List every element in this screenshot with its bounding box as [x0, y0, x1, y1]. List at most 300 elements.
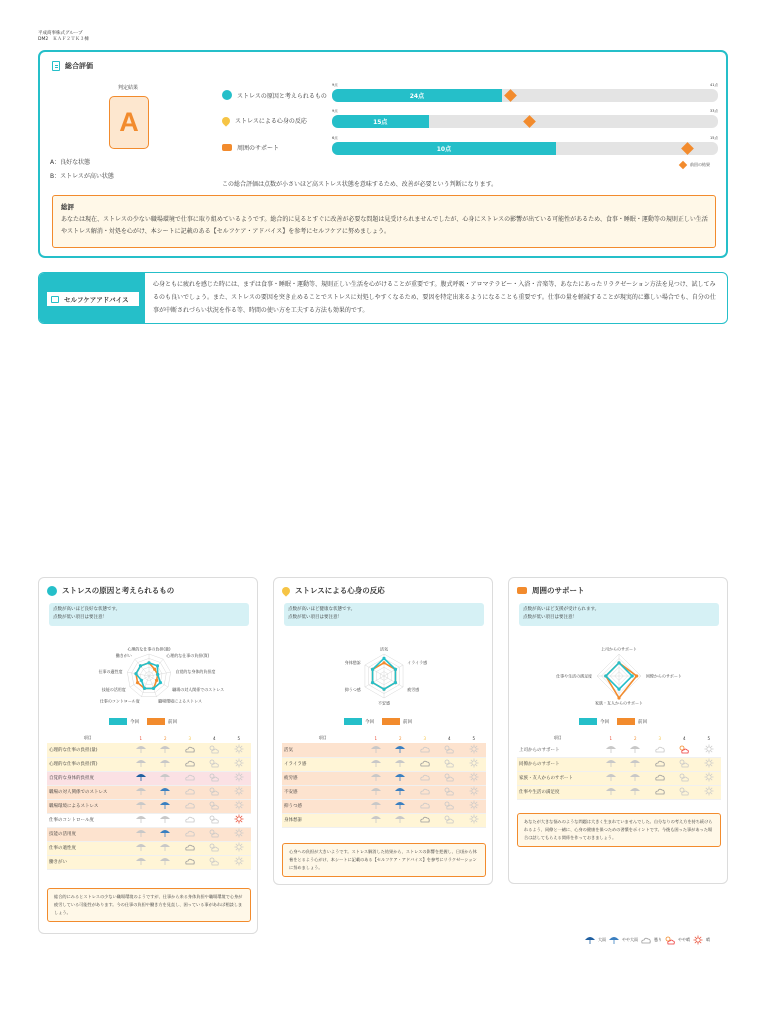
- weather-legend-label: 大雨: [598, 937, 606, 942]
- row-label: イライラ感: [282, 757, 364, 771]
- cloud-icon: [640, 935, 652, 945]
- cloud-icon: [654, 744, 666, 754]
- heavy-rain-icon: [135, 800, 147, 810]
- heavy-rain-icon: [605, 786, 617, 796]
- weather-cell: [599, 757, 623, 771]
- radar-chart: [274, 628, 494, 716]
- weather-cell: [413, 785, 437, 799]
- score-table: [517, 733, 721, 800]
- weather-cell: [696, 757, 721, 771]
- department-code: DM2 ＫＡＦ２ＴＫ３棟: [38, 37, 89, 42]
- weather-cell: [413, 743, 437, 757]
- weather-legend-label: やや晴: [678, 937, 690, 942]
- column-header-level: 5: [707, 735, 710, 741]
- weather-cell: [364, 799, 388, 813]
- weather-legend: [584, 935, 712, 945]
- heavy-rain-icon: [135, 744, 147, 754]
- score-label-text: ストレスの原因と考えられるもの: [237, 92, 327, 100]
- cloud-icon: [654, 786, 666, 796]
- table-row: [282, 799, 486, 813]
- sun-icon: [703, 772, 715, 782]
- score-label-text: 周囲のサポート: [237, 145, 280, 152]
- column-header-level: 4: [682, 735, 686, 741]
- heart-icon: [280, 585, 291, 596]
- weather-cell: [202, 771, 226, 785]
- weather-cell: [413, 757, 437, 771]
- report-header: [38, 31, 89, 43]
- weather-cell: [178, 855, 202, 869]
- previous-legend-label: 前回: [638, 719, 647, 725]
- sun-icon: [468, 814, 480, 824]
- weather-cell: [388, 771, 412, 785]
- table-header-row: [47, 733, 251, 743]
- radar-series-current-point: [156, 673, 159, 676]
- previous-swatch: [617, 718, 635, 725]
- weather-cell: [696, 743, 721, 757]
- card-title-row: [282, 585, 385, 596]
- weather-cell: [364, 785, 388, 799]
- partly-sunny-icon: [443, 814, 455, 824]
- radar-axis: [365, 676, 384, 687]
- table-row: [282, 757, 486, 771]
- row-label: 職場環境によるストレス: [47, 799, 129, 813]
- previous-legend-label: 前回の結果: [690, 162, 710, 167]
- heavy-rain-icon: [370, 786, 382, 796]
- weather-cell: [226, 743, 251, 757]
- weather-cell: [178, 743, 202, 757]
- radar-series-current-point: [617, 661, 620, 664]
- row-label: 自覚的な身体的負担度: [47, 771, 129, 785]
- partly-sunny-icon: [664, 935, 676, 945]
- judge-label: 判定結果: [117, 85, 138, 91]
- weather-cell: [696, 771, 721, 785]
- partly-sunny-icon: [208, 744, 220, 754]
- weather-cell: [129, 785, 153, 799]
- radar-chart: [39, 628, 259, 716]
- weather-cell: [202, 855, 226, 869]
- radar-wrapper: [39, 628, 259, 720]
- card-note-line: 点数が低い項目は要注意！: [53, 615, 107, 620]
- table-row: [517, 785, 721, 799]
- weather-cell: [461, 785, 486, 799]
- weather-cell: [623, 785, 647, 799]
- rain-icon: [159, 800, 171, 810]
- score-table: [47, 733, 251, 870]
- weather-cell: [178, 785, 202, 799]
- weather-cell: [129, 757, 153, 771]
- row-label: 心理的な仕事の負担(質): [47, 757, 129, 771]
- weather-cell: [413, 799, 437, 813]
- card-note: [49, 603, 249, 626]
- table-row: [47, 771, 251, 785]
- partly-sunny-icon: [678, 772, 690, 782]
- weather-cell: [364, 743, 388, 757]
- row-label: 抑うつ感: [282, 799, 364, 813]
- weather-cell: [648, 757, 672, 771]
- weather-cell: [202, 743, 226, 757]
- radar-axis: [149, 672, 171, 676]
- weather-cell: [202, 827, 226, 841]
- radar-chart: [509, 628, 729, 716]
- row-label: 疲労感: [282, 771, 364, 785]
- column-header-level: 5: [237, 735, 240, 741]
- score-bar: [332, 115, 718, 128]
- radar-axis: [384, 676, 403, 687]
- current-swatch: [344, 718, 362, 725]
- table-row: [47, 827, 251, 841]
- weather-cell: [129, 841, 153, 855]
- weather-cell: [437, 743, 461, 757]
- weather-cell: [364, 771, 388, 785]
- radar-wrapper: [509, 628, 729, 720]
- diamond-icon: [679, 161, 687, 169]
- partly-sunny-icon: [443, 786, 455, 796]
- weather-cell: [202, 813, 226, 827]
- partly-sunny-icon: [443, 744, 455, 754]
- column-header-level: 3: [658, 735, 662, 741]
- rain-icon: [394, 786, 406, 796]
- sun-icon: [233, 744, 245, 754]
- current-swatch: [579, 718, 597, 725]
- table-row: [47, 855, 251, 869]
- weather-cell: [599, 743, 623, 757]
- radar-axis-label: 活気: [380, 646, 388, 652]
- sun-icon: [468, 744, 480, 754]
- row-label: 仕事のコントロール度: [47, 813, 129, 827]
- heavy-rain-icon: [135, 772, 147, 782]
- card-comment: 心身への負担が大きいようです。ストレス解消した結果から、ストレスの影響を把握し、日頃から休養をとるよう心がけ、本シートに記載のある【セルフケア・アドバイス】を参考にリラクゼーションに努めましょう。: [282, 843, 486, 877]
- partly-sunny-icon: [208, 800, 220, 810]
- weather-cell: [226, 841, 251, 855]
- partly-sunny-icon: [678, 786, 690, 796]
- weather-cell: [129, 771, 153, 785]
- previous-score-marker: [523, 115, 536, 128]
- radar-series-current-point: [382, 657, 385, 660]
- current-swatch: [109, 718, 127, 725]
- rain-icon: [159, 828, 171, 838]
- weather-legend-label: 曇り: [654, 937, 662, 942]
- rain-icon: [394, 814, 406, 824]
- radar-legend: [344, 718, 412, 725]
- row-label: 心理的な仕事の負担(量): [47, 743, 129, 757]
- radar-series-current-point: [147, 661, 150, 664]
- cloud-icon: [184, 856, 196, 866]
- previous-result-legend: [680, 162, 710, 168]
- radar-series-previous-point: [155, 679, 158, 682]
- table-row: [282, 771, 486, 785]
- column-header-level: 1: [139, 735, 143, 741]
- table-row: [47, 799, 251, 813]
- card-note-line: 点数が高いほど健康な状態です。: [288, 607, 356, 612]
- weather-cell: [672, 785, 696, 799]
- column-header-level: 2: [634, 735, 637, 741]
- selfcare-label: [47, 292, 139, 306]
- detail-card: [38, 577, 258, 934]
- weather-cell: [437, 785, 461, 799]
- radar-series-current-point: [152, 687, 155, 690]
- radar-series-current-point: [140, 679, 143, 682]
- card-title-row: [517, 585, 585, 596]
- radar-axis-label: 疲労感: [407, 686, 420, 692]
- radar-axis-label: 心理的な仕事の負担(量): [127, 646, 171, 652]
- rain-icon: [629, 786, 641, 796]
- card-title: 周囲のサポート: [532, 586, 585, 595]
- card-note: [519, 603, 719, 626]
- people-icon: [222, 144, 232, 151]
- weather-cell: [153, 771, 177, 785]
- heavy-rain-icon: [605, 758, 617, 768]
- weather-cell: [696, 785, 721, 799]
- score-bar-fill: [332, 142, 556, 155]
- cloud-icon: [184, 828, 196, 838]
- partly-sunny-icon: [208, 856, 220, 866]
- radar-series-previous-point: [153, 668, 156, 671]
- cloud-icon: [184, 744, 196, 754]
- radar-axis-label: 身体愁訴: [344, 660, 361, 666]
- weather-cell: [226, 785, 251, 799]
- sun-icon: [233, 842, 245, 852]
- radar-series-current-point: [382, 688, 385, 691]
- weather-cell: [178, 771, 202, 785]
- radar-axis-label: イライラ感: [407, 660, 428, 666]
- table-row: [282, 743, 486, 757]
- weather-cell: [178, 799, 202, 813]
- sun-icon: [468, 772, 480, 782]
- score-label: [222, 116, 307, 125]
- score-bar: [332, 142, 718, 155]
- heavy-rain-icon: [370, 758, 382, 768]
- weather-cell: [599, 785, 623, 799]
- table-row: [517, 743, 721, 757]
- partly-sunny-icon: [678, 758, 690, 768]
- radar-axis-label: 不安感: [378, 700, 390, 706]
- radar-series-current-point: [134, 672, 137, 675]
- radar-series-current-point: [631, 674, 634, 677]
- summary-title: 総評: [61, 203, 74, 211]
- column-header-level: 2: [399, 735, 402, 741]
- sun-icon: [703, 786, 715, 796]
- card-note: [284, 603, 484, 626]
- weather-cell: [202, 757, 226, 771]
- weather-legend-label: やや大雨: [622, 937, 638, 942]
- weather-cell: [388, 799, 412, 813]
- weather-cell: [672, 757, 696, 771]
- weather-cell: [129, 799, 153, 813]
- score-row-support: [222, 136, 718, 162]
- radar-series-current-point: [159, 681, 162, 684]
- table-row: [517, 771, 721, 785]
- column-header-level: 2: [164, 735, 167, 741]
- weather-cell: [623, 743, 647, 757]
- current-legend-label: 今回: [365, 719, 374, 725]
- radar-axis: [149, 659, 163, 676]
- cloud-icon: [419, 786, 431, 796]
- weather-cell: [413, 771, 437, 785]
- card-note-line: 点数が高いほど良好な状態です。: [53, 607, 121, 612]
- sun-icon: [703, 744, 715, 754]
- radar-axis-label: 同僚からのサポート: [645, 673, 682, 679]
- sun-icon: [468, 800, 480, 810]
- heavy-rain-icon: [370, 814, 382, 824]
- weather-cell: [461, 743, 486, 757]
- rain-icon: [159, 814, 171, 824]
- weather-cell: [153, 855, 177, 869]
- weather-legend-label: 晴: [706, 937, 710, 942]
- weather-cell: [129, 813, 153, 827]
- radar-series-previous-point: [136, 681, 139, 684]
- partly-sunny-icon: [678, 744, 690, 754]
- radar-series-previous-point: [635, 674, 638, 677]
- table-row: [47, 757, 251, 771]
- heavy-rain-icon: [605, 744, 617, 754]
- stress-cause-icon: [47, 586, 57, 596]
- cloud-icon: [419, 772, 431, 782]
- partly-sunny-icon: [208, 842, 220, 852]
- score-table: [282, 733, 486, 828]
- rain-icon: [159, 772, 171, 782]
- column-header-item: 項目: [553, 735, 562, 740]
- sun-icon: [233, 856, 245, 866]
- selfcare-label-text: セルフケアアドバイス: [64, 295, 129, 304]
- rain-icon: [159, 786, 171, 796]
- table-header-row: [282, 733, 486, 743]
- row-label: 活気: [282, 743, 364, 757]
- partly-sunny-icon: [443, 772, 455, 782]
- column-header-level: 5: [472, 735, 475, 741]
- score-label: [222, 90, 327, 100]
- weather-cell: [461, 799, 486, 813]
- card-note-line: 点数が低い項目は要注意！: [288, 615, 342, 620]
- overall-title-row: [52, 61, 93, 71]
- weather-cell: [202, 841, 226, 855]
- table-row: [282, 785, 486, 799]
- score-value: 10点: [436, 146, 452, 153]
- company-name: 平成商事株式グループ: [38, 31, 83, 36]
- rain-icon: [159, 744, 171, 754]
- radar-axis-label: 自覚的な身体的負担度: [175, 668, 216, 674]
- weather-cell: [226, 757, 251, 771]
- weather-cell: [648, 743, 672, 757]
- heavy-rain-icon: [605, 772, 617, 782]
- score-value: 24点: [409, 93, 425, 100]
- card-comment: 総合的にみるとストレスの少ない職場環境のようですが、仕事から来る身体負担や職場環境で心身が疲労している可能性があります。今の仕事の負担や働き方を見直し、困っている事があれば相談しましょう。: [47, 888, 251, 922]
- score-value: 15点: [373, 119, 388, 126]
- rain-icon: [629, 772, 641, 782]
- cloud-icon: [184, 800, 196, 810]
- sun-icon: [468, 758, 480, 768]
- heavy-rain-icon: [135, 758, 147, 768]
- column-header-level: 4: [447, 735, 451, 741]
- card-title: ストレスの原因と考えられるもの: [62, 586, 175, 595]
- score-bar: [332, 89, 718, 102]
- rain-icon: [394, 758, 406, 768]
- radar-series-current-point: [139, 664, 142, 667]
- weather-cell: [648, 771, 672, 785]
- table-header-row: [517, 733, 721, 743]
- heavy-rain-icon: [135, 856, 147, 866]
- column-header-item: 項目: [318, 735, 327, 740]
- people-icon: [517, 587, 527, 594]
- previous-legend-label: 前回: [403, 719, 412, 725]
- summary-text: あなたは現在、ストレスの少ない職場環境で仕事に取り組めているようです。総合的に見るとすぐに改善が必要な問題は見受けられませんでしたが、心身にストレスの影響が出ている可能性があるため、食事・睡眠・運動等の規則正しい生活やストレス解消・対処を心がけ、本シートに記載のある【セルフケア・アドバイス】を参考にセルフケアに努めましょう。: [61, 216, 708, 235]
- sun-icon: [233, 758, 245, 768]
- cloud-icon: [184, 758, 196, 768]
- score-label: [222, 143, 279, 152]
- table-row: [282, 813, 486, 827]
- heavy-rain-icon: [135, 828, 147, 838]
- weather-cell: [153, 757, 177, 771]
- weather-cell: [178, 841, 202, 855]
- radar-series-previous-point: [617, 696, 620, 699]
- weather-cell: [364, 813, 388, 827]
- radar-axis-label: 上司からのサポート: [601, 646, 637, 652]
- weather-cell: [153, 799, 177, 813]
- card-title-row: [47, 585, 174, 596]
- radar-series-current-point: [394, 681, 397, 684]
- weather-cell: [388, 743, 412, 757]
- sun-icon: [233, 786, 245, 796]
- cloud-icon: [184, 772, 196, 782]
- previous-swatch: [382, 718, 400, 725]
- weather-cell: [461, 757, 486, 771]
- document-icon: [52, 61, 60, 71]
- bar-min: 9点: [332, 83, 338, 87]
- partly-sunny-icon: [208, 786, 220, 796]
- card-note-line: 点数が低い項目は要注意！: [523, 615, 577, 620]
- cloud-icon: [419, 758, 431, 768]
- column-header-level: 4: [212, 735, 216, 741]
- row-label: 働きがい: [47, 855, 129, 869]
- score-label-text: ストレスによる心身の反応: [235, 118, 307, 125]
- row-label: 仕事や生活の満足度: [517, 785, 599, 799]
- card-note-line: 点数が高いほど支援が受けられます。: [523, 607, 600, 612]
- table-row: [517, 757, 721, 771]
- score-bar-fill: [332, 115, 429, 128]
- selfcare-text: 心身ともに疲れを感じた時には、まずは食事・睡眠・運動等、規則正しい生活を心がけることが重要です。腹式呼吸・アロマテラピー・入浴・音楽等、あなたにあったリラクゼーション方法を見つけ、試してみるのも良いでしょう。また、ストレスの要因を突き止めることでストレスに対処しやすくなるため、要因を特定出来るようになることも重要です。仕事の量を軽減することが現実的に難しい場合でも、自分の仕事が中断されづらい状況を作る等、時間の使い方を工夫する方法も効果的です。: [153, 281, 716, 314]
- weather-cell: [623, 757, 647, 771]
- overall-note: この総合評価は点数が小さいほど高ストレス状態を意味するため、改善が必要という判断になります。: [222, 181, 498, 188]
- row-label: 技能の活用度: [47, 827, 129, 841]
- current-legend-label: 今回: [600, 719, 609, 725]
- weather-cell: [623, 771, 647, 785]
- weather-cell: [129, 855, 153, 869]
- radar-axis-label: 職場の対人関係でのストレス: [172, 686, 225, 692]
- radar-legend: [109, 718, 177, 725]
- radar-axis-label: 働きがい: [115, 652, 132, 658]
- cloud-icon: [184, 842, 196, 852]
- weather-cell: [648, 785, 672, 799]
- heart-icon: [220, 115, 231, 126]
- previous-score-marker: [681, 142, 694, 155]
- row-label: 身体愁訴: [282, 813, 364, 827]
- sun-icon: [703, 758, 715, 768]
- score-row-reaction: [222, 109, 718, 135]
- rain-icon: [159, 842, 171, 852]
- rain-icon: [159, 856, 171, 866]
- partly-sunny-icon: [208, 758, 220, 768]
- radar-wrapper: [274, 628, 494, 720]
- partly-sunny-icon: [208, 828, 220, 838]
- radar-axis-label: 抑うつ感: [344, 686, 361, 692]
- cloud-icon: [654, 758, 666, 768]
- radar-series-current-point: [143, 687, 146, 690]
- weather-cell: [672, 743, 696, 757]
- table-row: [47, 813, 251, 827]
- radar-series-current-point: [617, 688, 620, 691]
- rain-icon: [629, 744, 641, 754]
- heavy-rain-icon: [584, 935, 596, 945]
- previous-score-marker: [504, 89, 517, 102]
